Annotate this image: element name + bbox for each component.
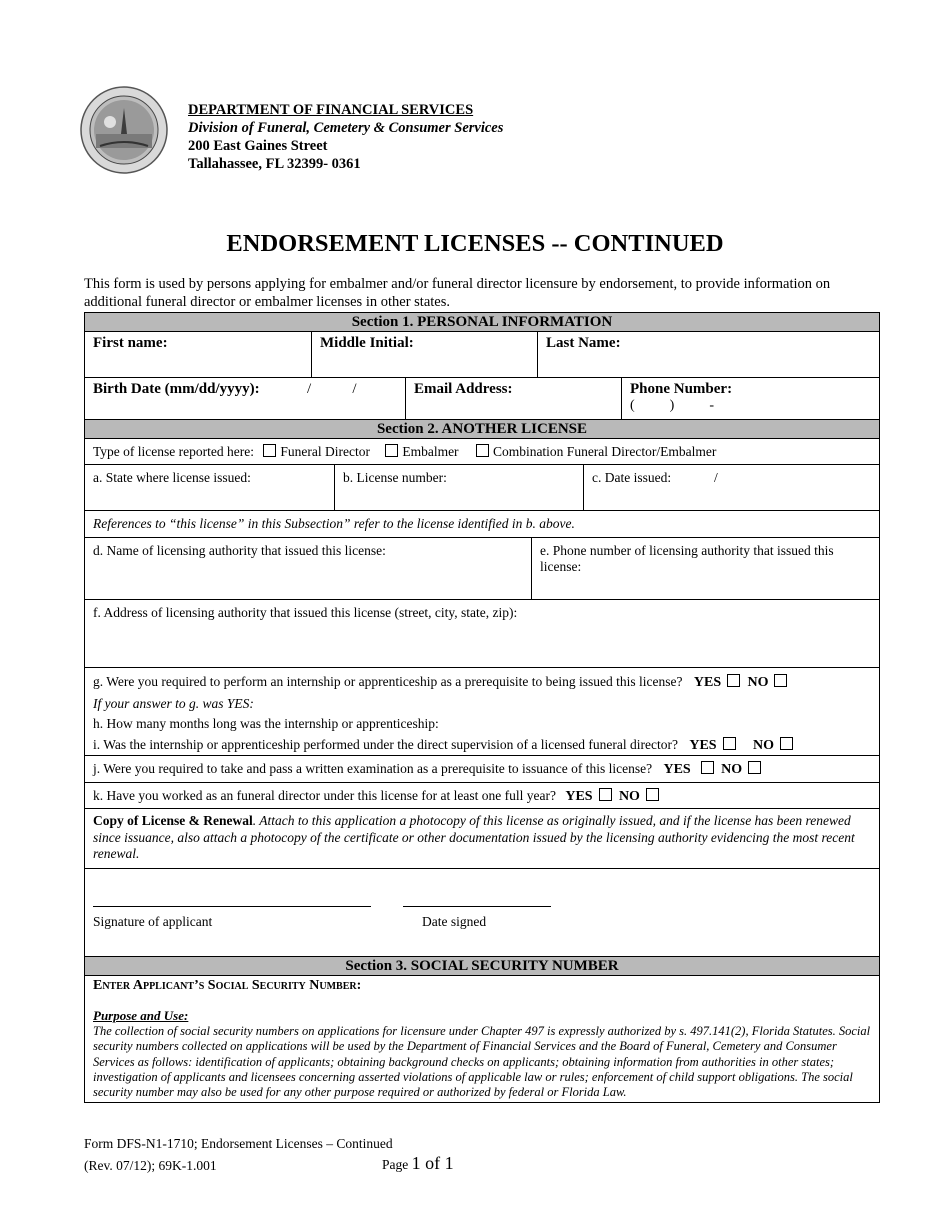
question-i-yes-checkbox[interactable] xyxy=(723,737,736,750)
birth-date-field[interactable] xyxy=(85,378,405,419)
revision: (Rev. 07/12); 69K-1.001 xyxy=(84,1158,217,1173)
middle-initial-label: Middle Initial: xyxy=(320,335,414,351)
question-i-no-label: NO xyxy=(752,737,774,753)
signature-row xyxy=(85,869,879,957)
middle-initial-field[interactable] xyxy=(311,332,537,377)
question-i xyxy=(93,735,871,757)
agency-header xyxy=(188,101,503,173)
birth-email-phone-row xyxy=(85,378,879,420)
page-title: ENDORSEMENT LICENSES -- CONTINUED xyxy=(226,230,724,257)
florida-state-seal-icon xyxy=(80,86,168,174)
phone-format: ( ) - xyxy=(630,398,714,413)
state-issued-label: a. State where license issued: xyxy=(93,470,251,485)
date-signed-label: Date signed xyxy=(422,914,487,929)
first-name-field[interactable] xyxy=(85,332,311,377)
question-g xyxy=(93,672,871,694)
city-address: Tallahassee, FL 32399- 0361 xyxy=(188,156,361,172)
email-field[interactable] xyxy=(405,378,621,419)
date-issued-separator: / xyxy=(714,470,718,485)
question-g-no-label: NO xyxy=(747,675,769,690)
question-g-text: g. Were you required to perform an internship or apprenticeship as a prerequisite to being issued this license? xyxy=(93,674,683,689)
section2-heading: Section 2. ANOTHER LICENSE xyxy=(85,420,879,439)
combination-option: Combination Funeral Director/Embalmer xyxy=(492,444,717,459)
internship-questions xyxy=(85,668,879,756)
embalmer-option: Embalmer xyxy=(402,444,459,459)
license-type-label: Type of license reported here: xyxy=(93,444,254,459)
question-k-yes-label: YES xyxy=(565,789,593,804)
license-number-field[interactable] xyxy=(334,465,583,510)
question-j-no-checkbox[interactable] xyxy=(748,761,761,774)
date-signed-line[interactable] xyxy=(403,906,551,907)
question-k-no-label: NO xyxy=(618,789,640,804)
state-issued-field[interactable] xyxy=(85,465,334,510)
license-number-label: b. License number: xyxy=(343,470,447,485)
if-g-yes-note: If your answer to g. was YES: xyxy=(93,695,254,711)
date-issued-label: c. Date issued: xyxy=(592,470,672,485)
authority-address-field[interactable] xyxy=(85,600,879,668)
ssn-section xyxy=(85,976,879,1102)
form-id: Form DFS-N1-1710; Endorsement Licenses – Continued xyxy=(84,1136,393,1151)
purpose-heading: Purpose and Use: xyxy=(93,1008,189,1023)
purpose-text: The collection of social security numbers on applications for licensure under Chapter 497 is expressly authorized by s. 497.141(2), Florida Statutes. Social security numbers collected on applications will be used by the Department of Financial Services and the Board of Funeral, Cemetery and Consumer Services as follows: identification of applicants; obtaining background checks on applicants; obtaining information from authorities in other states; investigation of applicants and licensees concerning asserted violations of applicable law or rules; enforcement of child support obligations. The social security number may also be used for any other purpose required or authorized by federal or Florida Law. xyxy=(93,1024,871,1100)
authority-name-label: d. Name of licensing authority that issued this license: xyxy=(93,543,386,558)
first-name-label: First name: xyxy=(93,335,168,351)
question-i-yes-label: YES xyxy=(689,737,717,753)
funeral-director-checkbox[interactable] xyxy=(263,444,276,457)
copy-of-license-heading: Copy of License & Renewal xyxy=(93,813,253,828)
funeral-director-option: Funeral Director xyxy=(280,444,370,459)
signature-label: Signature of applicant xyxy=(93,914,213,929)
question-g-yes-checkbox[interactable] xyxy=(727,674,740,687)
last-name-label: Last Name: xyxy=(546,335,621,351)
copy-of-license-text: . Attach to this application a photocopy of this license as originally issued, and if the license has been renewed since issuance, also attach a photocopy of the certificate or other documentation issued by the licensing authority evidencing the most recent renewal. xyxy=(93,813,855,861)
question-k-yes-checkbox[interactable] xyxy=(599,788,612,801)
last-name-field[interactable] xyxy=(537,332,879,377)
question-g-no-checkbox[interactable] xyxy=(774,674,787,687)
question-j-yes-checkbox[interactable] xyxy=(701,761,714,774)
combination-checkbox[interactable] xyxy=(476,444,489,457)
references-note: References to “this license” in this Subsection” refer to the license identified in b. above. xyxy=(85,511,879,538)
section3-heading: Section 3. SOCIAL SECURITY NUMBER xyxy=(85,957,879,976)
phone-field[interactable] xyxy=(621,378,879,419)
question-k-no-checkbox[interactable] xyxy=(646,788,659,801)
embalmer-checkbox[interactable] xyxy=(385,444,398,457)
page-number: 1 of 1 xyxy=(411,1153,454,1173)
intro-text: This form is used by persons applying for embalmer and/or funeral director licensure by endorsement, to provide information on additional funeral director or embalmer licenses in other states. xyxy=(84,276,831,310)
page-indicator xyxy=(382,1153,454,1174)
question-i-text: i. Was the internship or apprenticeship performed under the direct supervision of a licensed funeral director? xyxy=(93,736,678,752)
question-j xyxy=(85,756,879,783)
signature-line[interactable] xyxy=(93,906,371,907)
ssn-label[interactable]: Enter Applicant’s Social Security Number: xyxy=(93,978,362,993)
page-word: Page xyxy=(382,1157,409,1172)
license-info-row xyxy=(85,465,879,511)
question-g-yes-label: YES xyxy=(693,675,722,690)
phone-label: Phone Number: xyxy=(630,381,733,397)
email-label: Email Address: xyxy=(414,381,513,397)
birth-date-separators: / / xyxy=(307,381,357,397)
authority-name-field[interactable] xyxy=(85,538,531,599)
question-h: h. How many months long was the internship or apprenticeship: xyxy=(93,716,439,731)
division-name: Division of Funeral, Cemetery & Consumer Services xyxy=(188,120,504,136)
department-name: DEPARTMENT OF FINANCIAL SERVICES xyxy=(188,102,474,118)
question-j-no-label: NO xyxy=(721,762,743,777)
birth-date-label: Birth Date (mm/dd/yyyy): xyxy=(93,381,260,397)
copy-of-license-note xyxy=(85,809,879,869)
authority-row xyxy=(85,538,879,600)
section1-heading: Section 1. PERSONAL INFORMATION xyxy=(85,313,879,332)
date-issued-field[interactable] xyxy=(583,465,879,510)
authority-address-label: f. Address of licensing authority that issued this license (street, city, state, zip): xyxy=(93,605,518,620)
license-type-row xyxy=(85,439,879,465)
street-address: 200 East Gaines Street xyxy=(188,138,328,154)
question-i-no-checkbox[interactable] xyxy=(780,737,793,750)
question-j-yes-label: YES xyxy=(663,762,691,777)
question-j-text: j. Were you required to take and pass a written examination as a prerequisite to issuance of this license? xyxy=(93,761,653,776)
authority-phone-label: e. Phone number of licensing authority that issued this license: xyxy=(540,543,834,574)
question-k xyxy=(85,783,879,809)
authority-phone-field[interactable] xyxy=(531,538,879,599)
endorsement-form xyxy=(84,312,880,1103)
name-row xyxy=(85,332,879,378)
question-k-text: k. Have you worked as an funeral director under this license for at least one full year? xyxy=(93,788,556,803)
